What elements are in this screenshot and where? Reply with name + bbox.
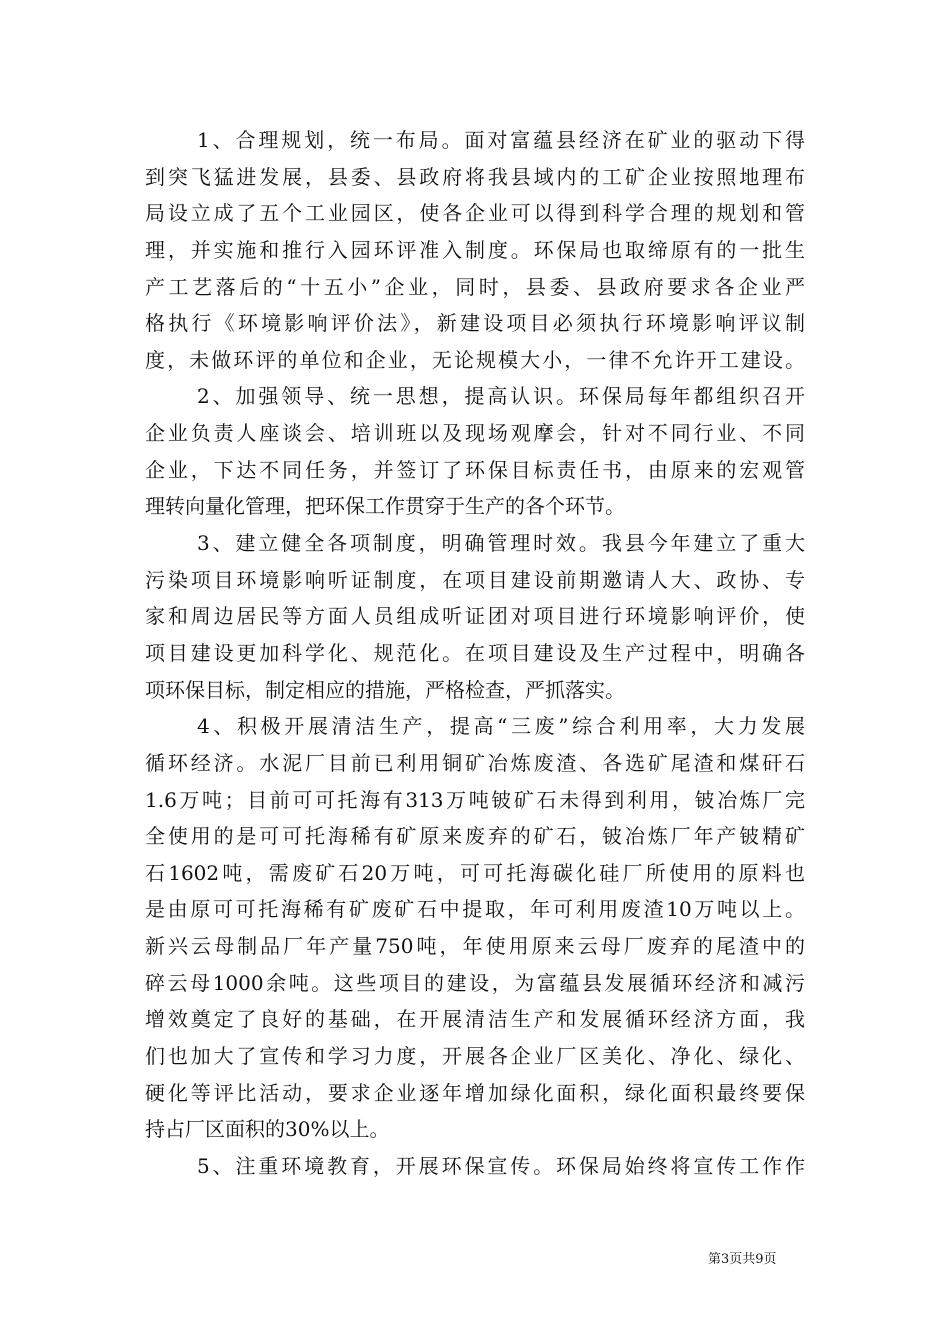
text-line: 新兴云母制品厂年产量750吨，年使用原来云母厂废弃的尾渣中的: [145, 934, 805, 959]
text-line: 项环保目标，制定相应的措施，严格检查，严抓落实。: [145, 677, 625, 702]
text-line: 碎云母1000余吨。这些项目的建设，为富蕴县发展循环经济和减污: [145, 970, 805, 995]
text-line: 污染项目环境影响听证制度，在项目建设前期邀请人大、政协、专: [145, 567, 805, 592]
text-line: 理，并实施和推行入园环评准入制度。环保局也取缔原有的一批生: [145, 237, 805, 262]
text-line: 2、加强领导、统一思想，提高认识。环保局每年都组织召开: [197, 384, 805, 409]
text-line: 企业负责人座谈会、培训班以及现场观摩会，针对不同行业、不同: [145, 421, 805, 446]
text-line: 4、积极开展清洁生产，提高“三废”综合利用率，大力发展: [197, 714, 805, 739]
page-number-footer: 第3页共9页: [708, 1252, 777, 1267]
text-line: 3、建立健全各项制度，明确管理时效。我县今年建立了重大: [197, 531, 805, 556]
text-line: 5、注重环境教育，开展环保宣传。环保局始终将宣传工作作: [197, 1153, 805, 1178]
text-line: 理转向量化管理，把环保工作贯穿于生产的各个环节。: [145, 494, 625, 519]
text-line: 到突飞猛进发展，县委、县政府将我县域内的工矿企业按照地理布: [145, 164, 805, 189]
text-line: 们也加大了宣传和学习力度，开展各企业厂区美化、净化、绿化、: [145, 1044, 805, 1069]
text-line: 度，未做环评的单位和企业，无论规模大小，一律不允许开工建设。: [145, 347, 805, 372]
text-line: 企业，下达不同任务，并签订了环保目标责任书，由原来的宏观管: [145, 457, 805, 482]
text-line: 持占厂区面积的30%以上。: [145, 1117, 390, 1142]
text-line: 增效奠定了良好的基础，在开展清洁生产和发展循环经济方面，我: [145, 1007, 805, 1032]
text-line: 项目建设更加科学化、规范化。在项目建设及生产过程中，明确各: [145, 640, 805, 665]
text-line: 局设立成了五个工业园区，使各企业可以得到科学合理的规划和管: [145, 201, 805, 226]
text-line: 石1602吨，需废矿石20万吨，可可托海碳化硅厂所使用的原料也: [145, 860, 805, 885]
document-body: [145, 122, 805, 1185]
text-line: 全使用的是可可托海稀有矿原来废弃的矿石，铍冶炼厂年产铍精矿: [145, 824, 805, 849]
text-line: 格执行《环境影响评价法》，新建设项目必须执行环境影响评议制: [145, 311, 805, 336]
text-line: 硬化等评比活动，要求企业逐年增加绿化面积，绿化面积最终要保: [145, 1080, 805, 1105]
text-line: 家和周边居民等方面人员组成听证团对项目进行环境影响评价，使: [145, 604, 805, 629]
text-line: 1、合理规划，统一布局。面对富蕴县经济在矿业的驱动下得: [197, 128, 805, 152]
text-line: 循环经济。水泥厂目前已利用铜矿冶炼废渣、各选矿尾渣和煤矸石: [145, 750, 805, 775]
text-line: 产工艺落后的“十五小”企业，同时，县委、县政府要求各企业严: [145, 274, 805, 299]
text-line: 1.6万吨；目前可可托海有313万吨铍矿石未得到利用，铍冶炼厂完: [145, 787, 805, 812]
text-line: 是由原可可托海稀有矿废矿石中提取，年可利用废渣10万吨以上。: [145, 897, 805, 922]
